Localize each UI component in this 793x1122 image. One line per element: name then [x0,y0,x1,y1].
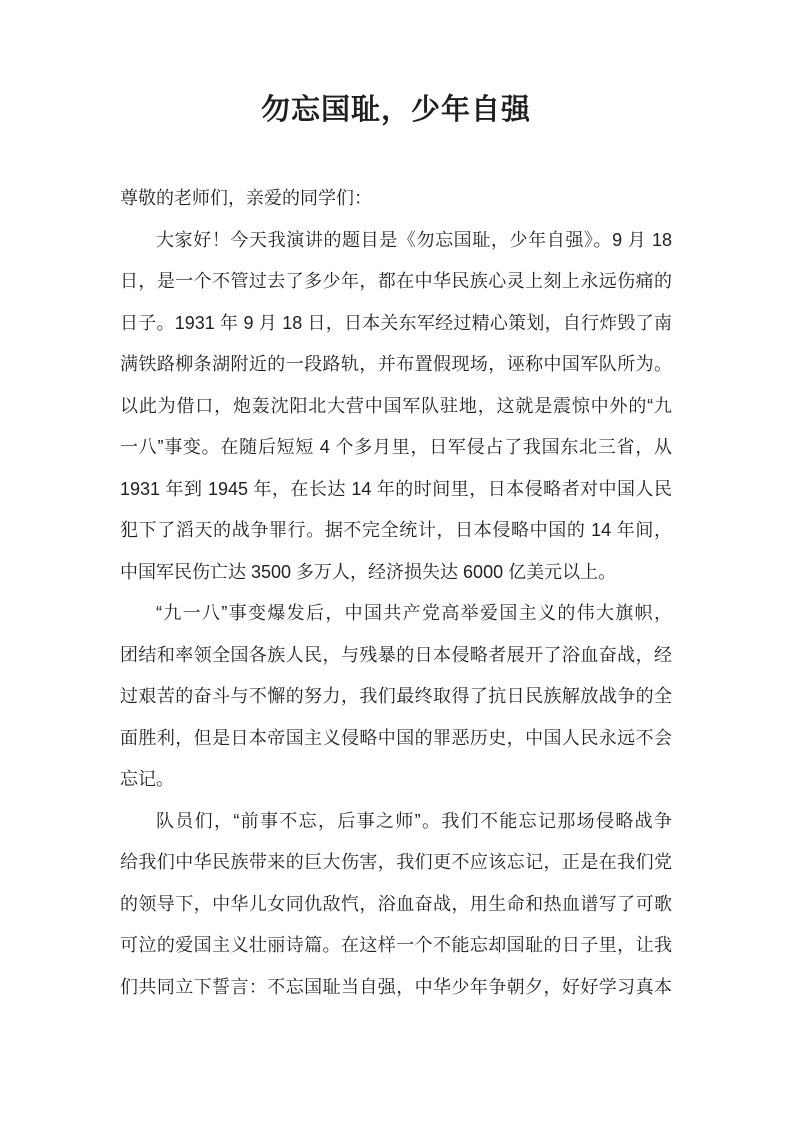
paragraph-line: 1931 年到 1945 年，在长达 14 年的时间里，日本侵略者对中国人民 [120,478,672,499]
paragraph-line: 的领导下，中华儿女同仇敌忾，浴血奋战，用生命和热血谱写了可歌 [120,893,672,914]
paragraph-line: 队员们，“前事不忘，后事之师”。我们不能忘记那场侵略战争 [156,810,672,831]
paragraph-line: 犯下了滔天的战争罪行。据不完全统计，日本侵略中国的 14 年间， [120,520,672,540]
paragraph-line: 们共同立下誓言：不忘国耻当自强，中华少年争朝夕，好好学习真本 [120,976,672,997]
paragraph-line: 可泣的爱国主义壮丽诗篇。在这样一个不能忘却国耻的日子里，让我 [120,935,672,955]
paragraph-line: 满铁路柳条湖附近的一段路轨，并布置假现场，诬称中国军队所为。 [120,354,672,374]
paragraph-line: 以此为借口，炮轰沈阳北大营中国军队驻地，这就是震惊中外的“九 [120,395,672,416]
paragraph-line: 给我们中华民族带来的巨大伤害，我们更不应该忘记，正是在我们党 [120,852,672,872]
paragraph-line: 中国军民伤亡达 3500 多万人，经济损失达 6000 亿美元以上。 [120,561,617,582]
paragraph [120,220,672,594]
document-content [120,0,672,1008]
paragraph-line: 一八”事变。在随后短短 4 个多月里，日军侵占了我国东北三省，从 [120,437,672,457]
paragraph-line: 面胜利，但是日本帝国主义侵略中国的罪恶历史，中国人民永远不会 [120,727,672,748]
paragraph-line: 过艰苦的奋斗与不懈的努力，我们最终取得了抗日民族解放战争的全 [120,686,672,706]
paragraph [120,593,672,801]
paragraph-line: 忘记。 [120,769,174,789]
document-body [120,178,672,1008]
paragraph [120,801,672,1009]
paragraph-line: 日子。1931 年 9 月 18 日，日本关东军经过精心策划，自行炸毁了南 [120,312,672,333]
paragraph-line: 日，是一个不管过去了多少年，都在中华民族心灵上刻上永远伤痛的 [120,271,672,291]
salutation-line: 尊敬的老师们，亲爱的同学们： [120,188,372,208]
paragraph-line: 团结和率领全国各族人民，与残暴的日本侵略者展开了浴血奋战，经 [120,644,672,665]
document-title: 勿忘国耻，少年自强 [260,94,531,126]
paragraph-line: 大家好！今天我演讲的题目是《勿忘国耻，少年自强》。9 月 18 [156,229,672,250]
paragraph-line: “九一八”事变爆发后，中国共产党高举爱国主义的伟大旗帜， [156,603,672,623]
